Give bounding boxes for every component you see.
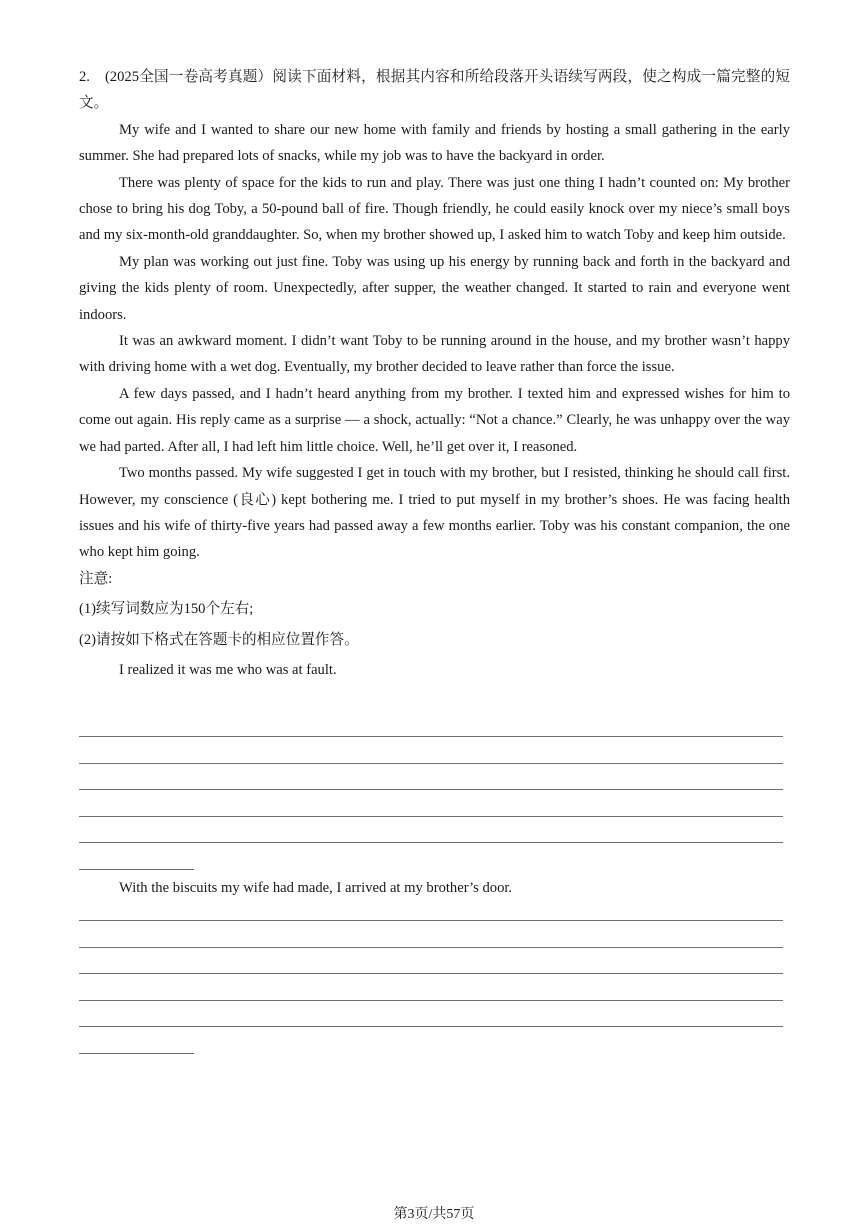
answer-lines-1 [79,736,783,896]
continuation-prompt-2: With the biscuits my wife had made, I arrived at my brother’s door. [119,880,513,896]
answer-line [79,1026,783,1027]
answer-line [79,1000,783,1001]
passage-paragraph-6: Two months passed. My wife suggested I get in touch with my brother, but I resisted, thinking he should call first. However, my conscience (良心) kept bothering me. I tried to put myself in my brother’s shoes. He was facing health issues and his wife of thirty-five years had passed away a few months earlier. Toby was his constant companion, the one who kept him going. [79,465,790,561]
answer-line [79,763,783,764]
note-item-1: (1)续写词数应为150个左右; [79,601,254,618]
answer-line-end [79,869,194,870]
answer-line-end [79,1053,194,1054]
answer-line [79,816,783,817]
passage-paragraph-4: It was an awkward moment. I didn’t want Toby to be running around in the house, and my brother wasn’t happy with driving home with a wet dog. Eventually, my brother decided to leave rather than force the issue. [79,333,790,376]
notes-section [79,566,790,653]
answer-line [79,736,783,737]
notes-label: 注意: [79,570,113,587]
passage-paragraph-2: There was plenty of space for the kids to run and play. There was just one thing I hadn’t counted on: My brother chose to bring his dog Toby, a 50-pound ball of fire. Though friendly, he could easily knock over my niece’s small boys and my six-month-old granddaughter. So, when my brother showed up, I asked him to watch Toby and keep him outside. [79,174,790,244]
answer-line [79,920,783,921]
passage-paragraph-3: My plan was working out just fine. Toby was using up his energy by running back and forth in the backyard and giving the kids plenty of room. Unexpectedly, after supper, the weather changed. It started to rain and everyone went indoors. [79,253,790,323]
question-header: 2. (2025全国一卷高考真题）阅读下面材料，根据其内容和所给段落开头语续写两段，使之构成一篇完整的短文。 [79,69,790,112]
answer-lines-2 [79,920,783,1080]
page-indicator: 第3页/共57页 [393,1207,475,1222]
answer-line [79,842,783,843]
note-item-2: (2)请按如下格式在答题卡的相应位置作答。 [79,631,359,648]
passage-paragraph-1: My wife and I wanted to share our new home with family and friends by hosting a small gathering in the early summer. She had prepared lots of snacks, while my job was to have the backyard in order. [79,121,790,165]
question-content [79,64,790,683]
answer-line [79,947,783,948]
continuation-prompt-1: I realized it was me who was at fault. [119,661,337,678]
passage-paragraph-5: A few days passed, and I hadn’t heard anything from my brother. I texted him and expressed wishes for him to come out again. His reply came as a surprise — a shock, actually: “Not a chance.” Clearly, he was unhappy over the way we had parted. After all, I had left him little choice. Well, he’ll get over it, I reasoned. [79,385,790,455]
answer-line [79,973,783,974]
page-footer [0,1206,868,1224]
answer-line [79,789,783,790]
reading-passage [79,117,790,566]
